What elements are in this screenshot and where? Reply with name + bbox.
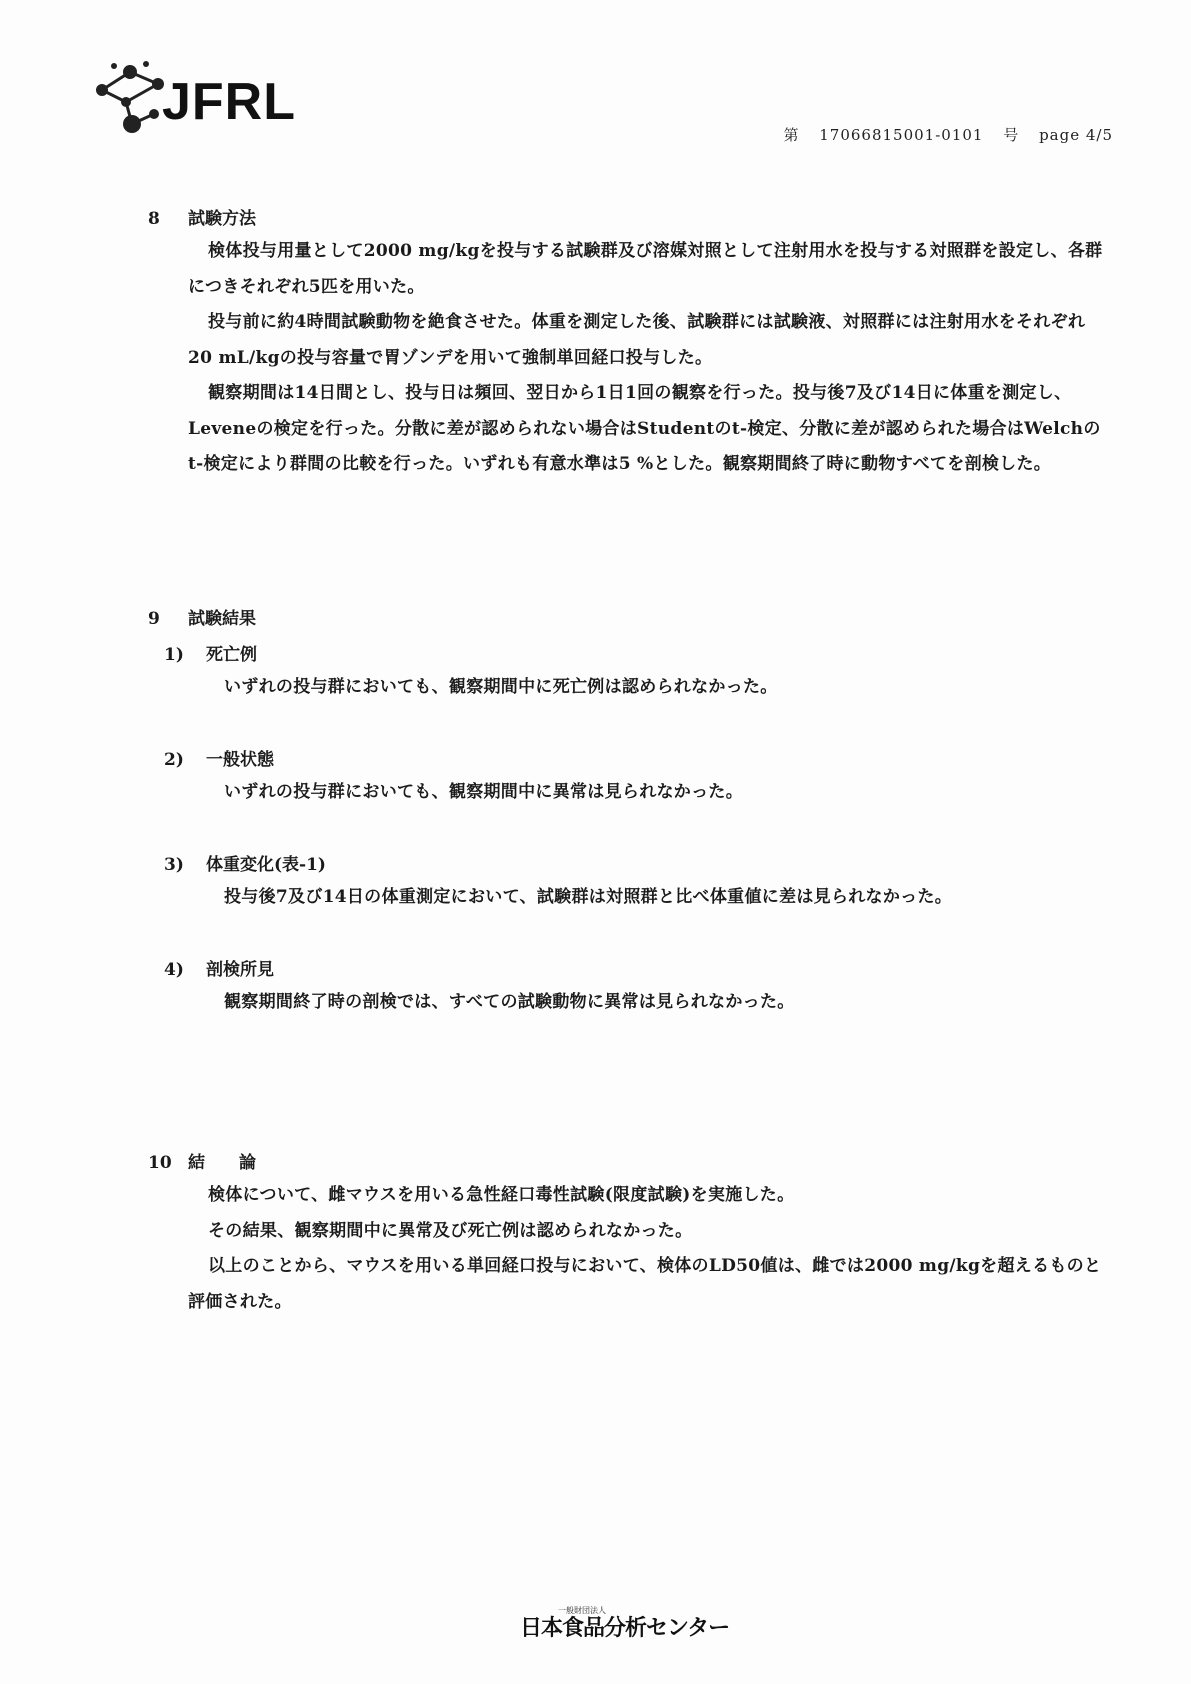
- subsection-heading: [148, 955, 1108, 985]
- section-test-method: [148, 204, 1108, 483]
- subsection-heading: [148, 850, 1108, 880]
- section-heading: [148, 604, 1108, 634]
- logo-wordmark: JFRL: [162, 73, 296, 131]
- ref-suffix: 号: [1003, 126, 1020, 144]
- section-title: 試験結果: [188, 609, 256, 629]
- section-conclusion: [148, 1148, 1108, 1320]
- result-item: [148, 850, 1108, 915]
- ref-number: 17066815001-0101: [819, 126, 984, 144]
- organization-stamp: [520, 1606, 740, 1642]
- subsection-heading: [148, 640, 1108, 670]
- section-heading: [148, 1148, 1108, 1178]
- section-number: 8: [148, 209, 160, 229]
- subsection-number: 1): [164, 645, 184, 665]
- jfrl-logo: [92, 58, 322, 138]
- section-title: 試験方法: [188, 209, 256, 229]
- page-indicator: page 4/5: [1039, 126, 1113, 144]
- result-item: [148, 955, 1108, 1020]
- subsection-text: いずれの投与群においても、観察期間中に異常は見られなかった。: [224, 782, 743, 802]
- report-reference: [783, 124, 1113, 145]
- paragraph: 観察期間は14日間とし、投与日は頻回、翌日から1日1回の観察を行った。投与後7及び14日に体重を測定し、Leveneの検定を行った。分散に差が認められない場合はStudentのt-検定、分散に差が認められた場合はWelchのt-検定により群間の比較を行った。いずれも有意水準は5 %とした。観察期間終了時に動物すべてを剖検した。: [188, 383, 1101, 474]
- subsection-title: 剖検所見: [206, 960, 274, 980]
- subsection-title: 体重変化(表-1): [206, 855, 326, 875]
- subsection-number: 3): [164, 855, 184, 875]
- section-heading: [148, 204, 1108, 234]
- paragraph: その結果、観察期間中に異常及び死亡例は認められなかった。: [208, 1220, 693, 1241]
- subsection-text: 観察期間終了時の剖検では、すべての試験動物に異常は見られなかった。: [224, 992, 795, 1012]
- section-title: 結 論: [188, 1153, 256, 1173]
- subsection-number: 4): [164, 960, 184, 980]
- org-type-label: 一般財団法人: [558, 1606, 606, 1615]
- subsection-text: 投与後7及び14日の体重測定において、試験群は対照群と比べ体重値に差は見られなかった。: [224, 887, 953, 907]
- subsection-text: いずれの投与群においても、観察期間中に死亡例は認められなかった。: [224, 677, 778, 697]
- subsection-title: 死亡例: [206, 645, 257, 665]
- section-number: 10: [148, 1153, 172, 1173]
- subsection-title: 一般状態: [206, 750, 274, 770]
- paragraph: 投与前に約4時間試験動物を絶食させた。体重を測定した後、試験群には試験液、対照群には注射用水をそれぞれ20 mL/kgの投与容量で胃ゾンデを用いて強制単回経口投与した。: [188, 312, 1086, 368]
- org-name: 日本食品分析センター: [520, 1616, 730, 1641]
- subsection-heading: [148, 745, 1108, 775]
- section-test-results: [148, 604, 1108, 1020]
- result-item: [148, 640, 1108, 705]
- paragraph: 以上のことから、マウスを用いる単回経口投与において、検体のLD50値は、雌では2000 mg/kgを超えるものと評価された。: [188, 1256, 1102, 1312]
- result-item: [148, 745, 1108, 810]
- molecule-logo-icon: [92, 58, 170, 138]
- subsection-number: 2): [164, 750, 184, 770]
- paragraph: 検体について、雌マウスを用いる急性経口毒性試験(限度試験)を実施した。: [208, 1185, 795, 1205]
- section-number: 9: [148, 609, 160, 629]
- paragraph: 検体投与用量として2000 mg/kgを投与する試験群及び溶媒対照として注射用水を投与する対照群を設定し、各群につきそれぞれ5匹を用いた。: [188, 241, 1103, 297]
- ref-prefix: 第: [783, 126, 800, 144]
